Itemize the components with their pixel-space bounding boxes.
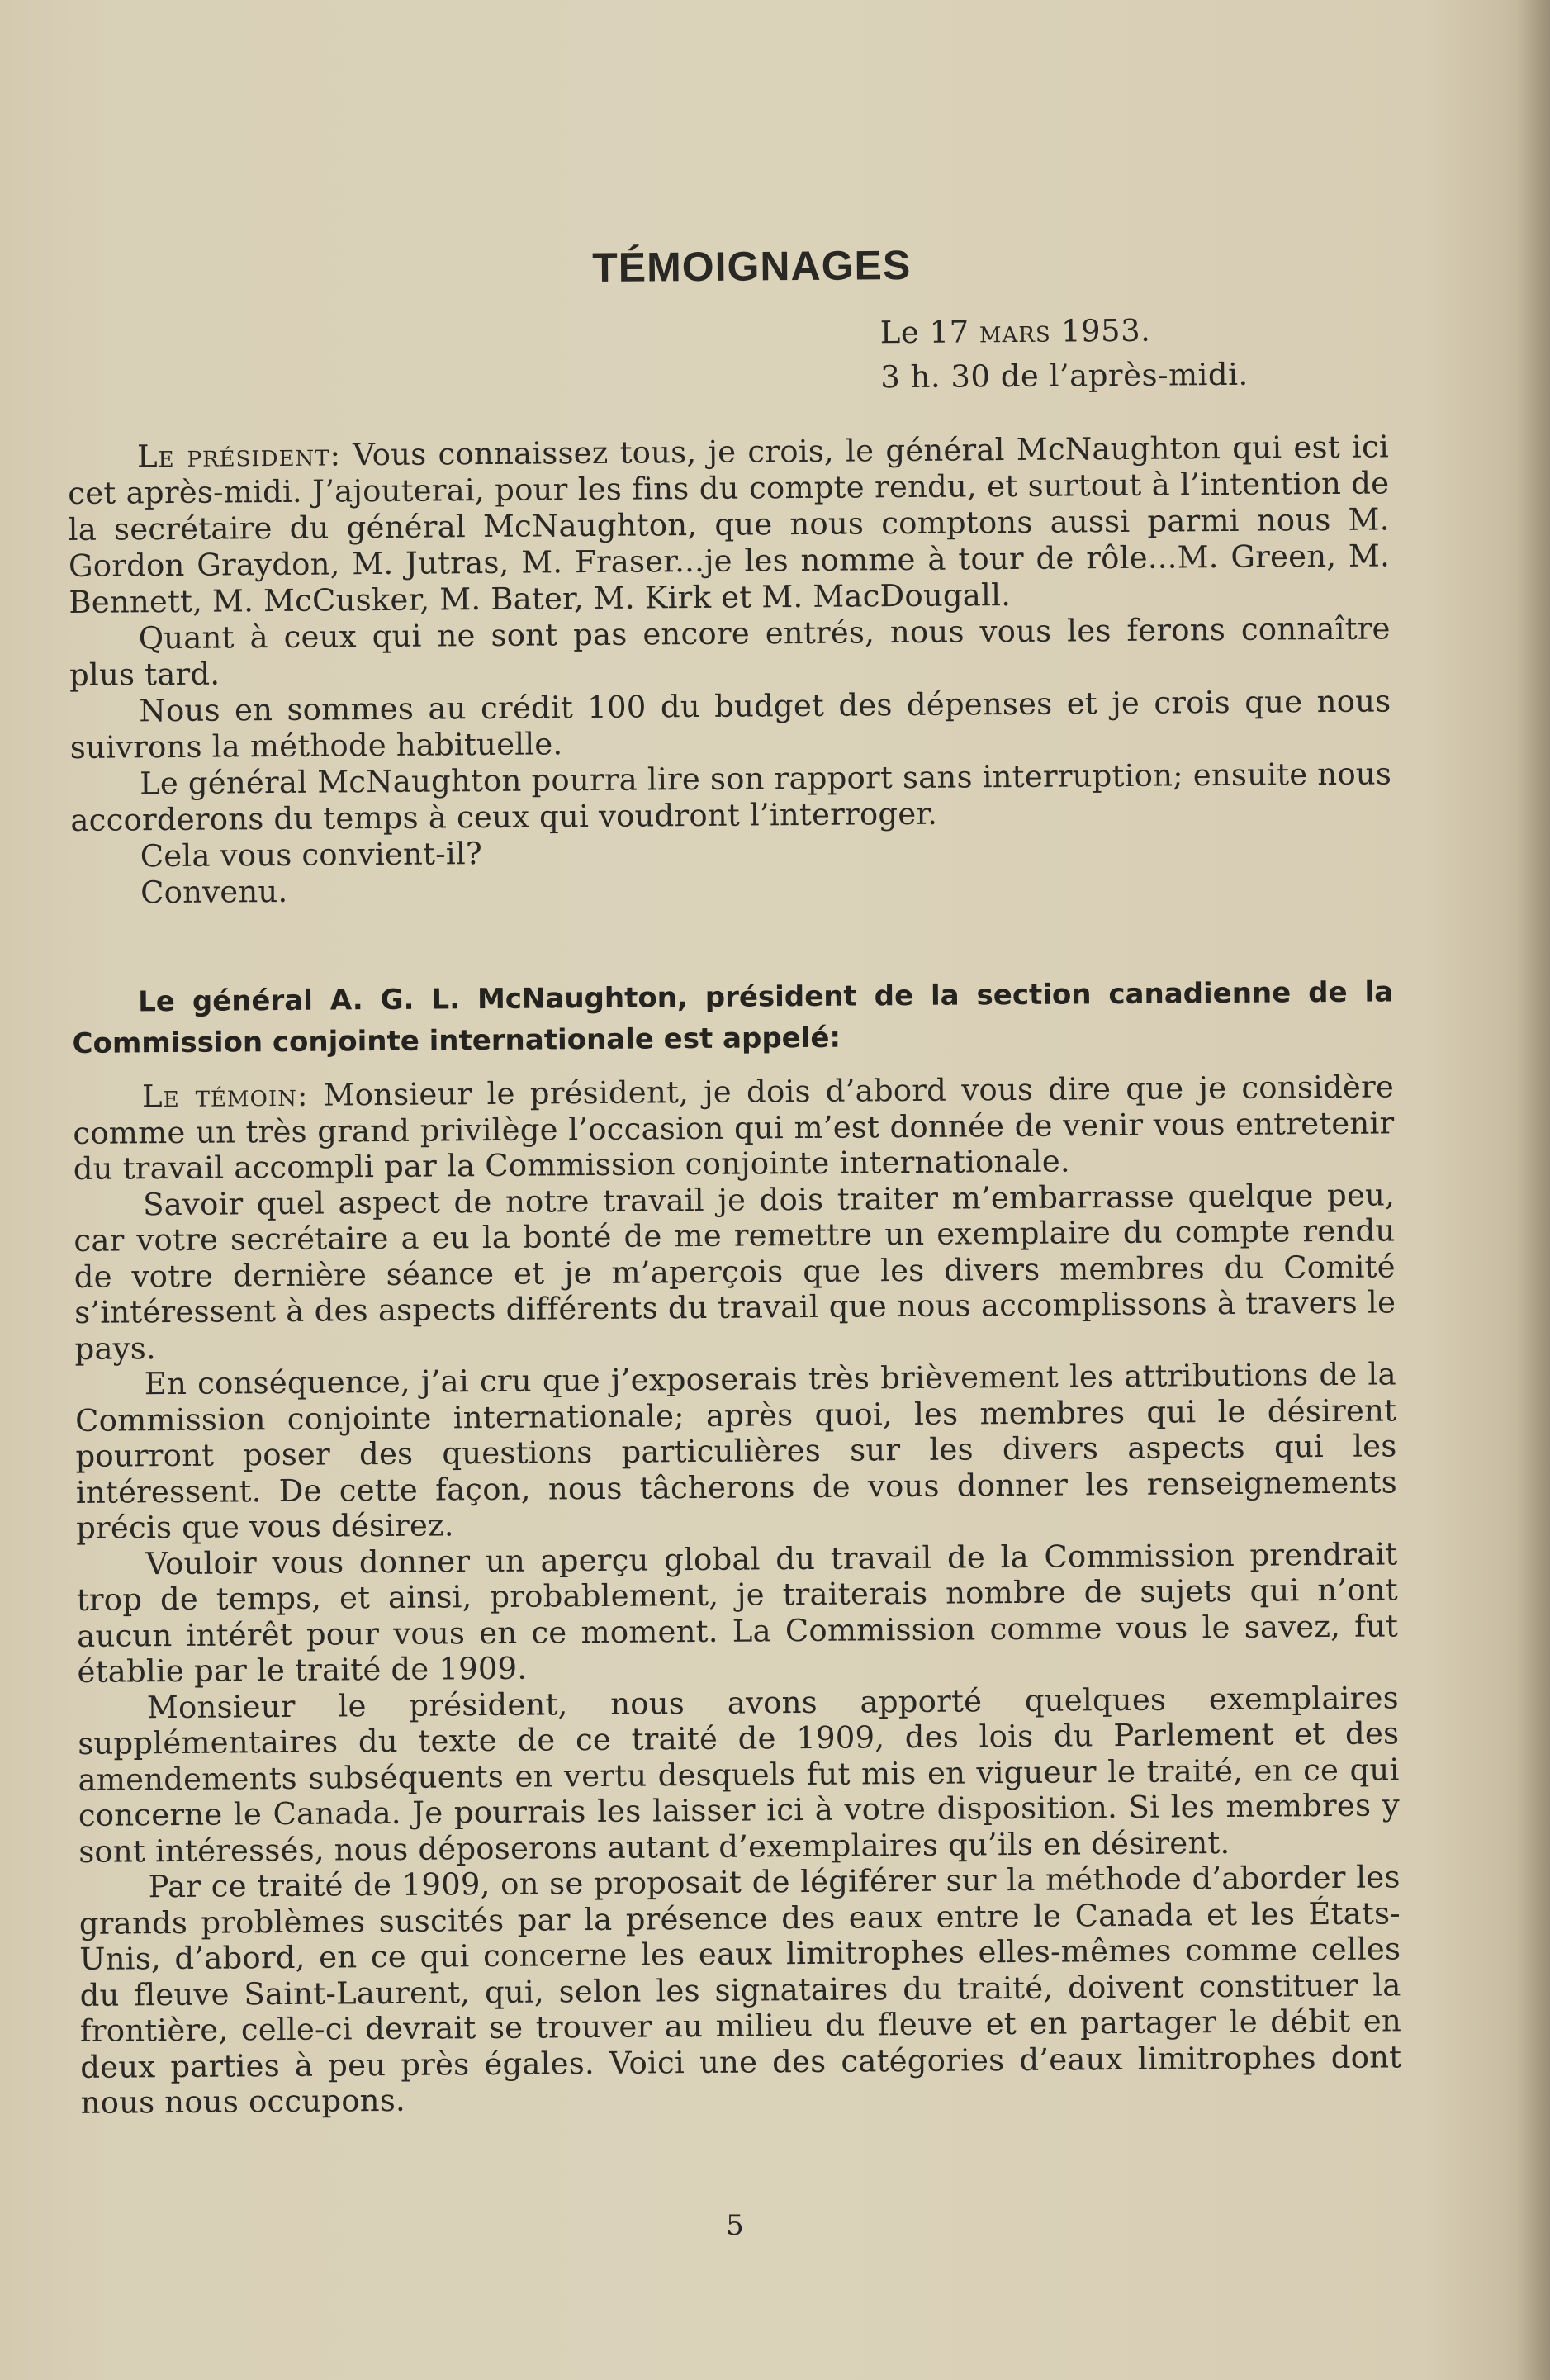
paragraph [68, 429, 1391, 621]
date-prefix: Le 17 [879, 314, 969, 351]
testimony-section [73, 1069, 1402, 2121]
paragraph: Le général McNaughton pourra lire son rapport sans interruption; ensuite nous accorderons du temps à ceux qui voudront l’interroger. [70, 756, 1392, 838]
paragraph: Savoir quel aspect de notre travail je dois traiter m’embarrasse quelque peu, car votre secrétaire a eu la bonté de me remettre un exemplaire du compte rendu de votre dernière séance et je m’aperçois que les divers membres du Comité s’intéressent à des aspects différents du travail que nous accomplissons à travers le pays. [73, 1176, 1396, 1367]
paragraph: Par ce traité de 1909, on se proposait de légiférer sur la méthode d’aborder les grands problèmes suscités par la présence des eaux entre le Canada et les États-Unis, d’abord, en ce qui concerne les eaux limitrophes elles-mêmes comme celles du fleuve Saint-Laurent, qui, selon les signataires du traité, doivent constituer la frontière, celle-ci devrait se trouver au milieu du fleuve et en partager le débit en deux parties à peu près égales. Voici une des catégories d’eaux limitrophes dont nous nous occupons. [78, 1859, 1402, 2121]
paragraph: En conséquence, j’ai cru que j’exposerais très brièvement les attributions de la Commission conjointe internationale; après quoi, les membres qui le désirent pourront poser des questions particulières sur les divers aspects qui les intéressent. De cette façon, nous tâcherons de vous donner les renseignements précis que vous désirez. [74, 1356, 1397, 1546]
page-title: TÉMOIGNAGES [591, 241, 912, 291]
session-time: 3 h. 30 de l’après-midi. [880, 356, 1249, 396]
date-month: mars [979, 313, 1051, 350]
speaker-label: Le témoin: [141, 1077, 309, 1115]
paragraph: Cela vous convient-il? [140, 836, 483, 875]
session-date [880, 306, 1388, 355]
paragraph: Convenu. [140, 873, 288, 911]
opening-section [68, 429, 1392, 912]
page-number: 5 [726, 2209, 744, 2242]
page-content [66, 237, 1402, 2121]
paragraph: Quant à ceux qui ne sont pas encore entrés, nous vous les ferons connaître plus tard. [69, 610, 1391, 693]
paragraph: Vouloir vous donner un aperçu global du travail de la Commission prendrait trop de temps, et ainsi, probablement, je traiterais nombre de sujets qui n’ont aucun intérêt pour vous en ce moment. La Commission comme vous le savez, fut établie par le traité de 1909. [76, 1535, 1399, 1690]
paragraph-text: Vous connaissez tous, je crois, le général McNaughton qui est ici cet après-midi. J’ajouterai, pour les fins du compte rendu, et surtout à l’intention de la secrétaire du général McNaughton, que nous comptons aussi parmi nous M. Gordon Graydon, M. Jutras, M. Fraser...je les nomme à tour de rôle...M. Green, M. Bennett, M. McCusker, M. Bater, M. Kirk et M. MacDougall. [68, 429, 1391, 620]
witness-called-heading: Le général A. G. L. McNaughton, président de la section canadienne de la Commission conjointe internationale est appelé: [72, 975, 1394, 1060]
speaker-label: Le président: [136, 437, 342, 475]
paragraph: Monsieur le président, nous avons apporté quelques exemplaires supplémentaires du texte de ce traité de 1909, des lois du Parlement et des amendements subséquents en vertu desquels fut mis en vigueur le traité, en ce qui concerne le Canada. Je pourrais les laisser ici à votre disposition. Si les membres y sont intéressés, nous déposerons autant d’exemplaires qu’ils en désirent. [78, 1679, 1401, 1870]
date-year: 1953. [1060, 312, 1151, 349]
paragraph-text: Monsieur le président, je dois d’abord vous dire que je considère comme un très grand privilège l’occasion qui m’est donnée de venir vous entretenir du travail accompli par la Commission conjointe internationale. [73, 1069, 1395, 1187]
paragraph: Nous en sommes au crédit 100 du budget des dépenses et je crois que nous suivrons la méthode habituelle. [69, 683, 1391, 766]
page-spine-shadow [1517, 0, 1550, 2380]
paragraph [73, 1069, 1395, 1187]
